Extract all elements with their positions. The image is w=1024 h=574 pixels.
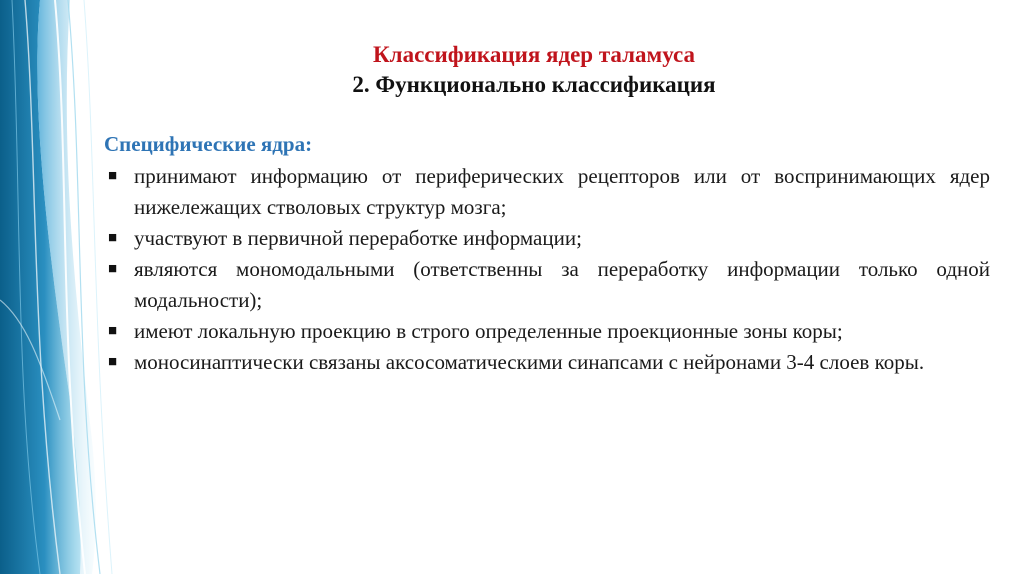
- bullet-text: моносинаптически связаны аксосоматическими синапсами с нейронами 3-4 слоев коры.: [134, 350, 925, 374]
- bullet-item: [104, 254, 990, 316]
- bullet-item: [104, 347, 990, 378]
- bullet-item: [104, 316, 990, 347]
- bullet-text: являются мономодальными (ответственны за переработку информации только одной модальности);: [134, 257, 990, 312]
- slide-title: Классификация ядер таламуса: [373, 42, 695, 67]
- black-square-bullet-icon: ■: [108, 323, 118, 339]
- bullet-text: участвуют в первичной переработке информации;: [134, 226, 582, 250]
- title-block: [0, 40, 1024, 100]
- bullet-item: [104, 161, 990, 223]
- bullet-text: принимают информацию от периферических рецепторов или от воспринимающих ядер нижележащих стволовых структур мозга;: [134, 164, 990, 219]
- bullet-text: имеют локальную проекцию в строго определенные проекционные зоны коры;: [134, 319, 843, 343]
- black-square-bullet-icon: ■: [108, 168, 118, 184]
- section-heading: Специфические ядра:: [104, 132, 313, 156]
- black-square-bullet-icon: ■: [108, 354, 118, 370]
- bullet-item: [104, 223, 990, 254]
- bullet-list: [104, 161, 990, 378]
- content-area: [104, 130, 990, 378]
- slide-subtitle: 2. Функционально классификация: [352, 72, 716, 97]
- black-square-bullet-icon: ■: [108, 261, 118, 277]
- black-square-bullet-icon: ■: [108, 230, 118, 246]
